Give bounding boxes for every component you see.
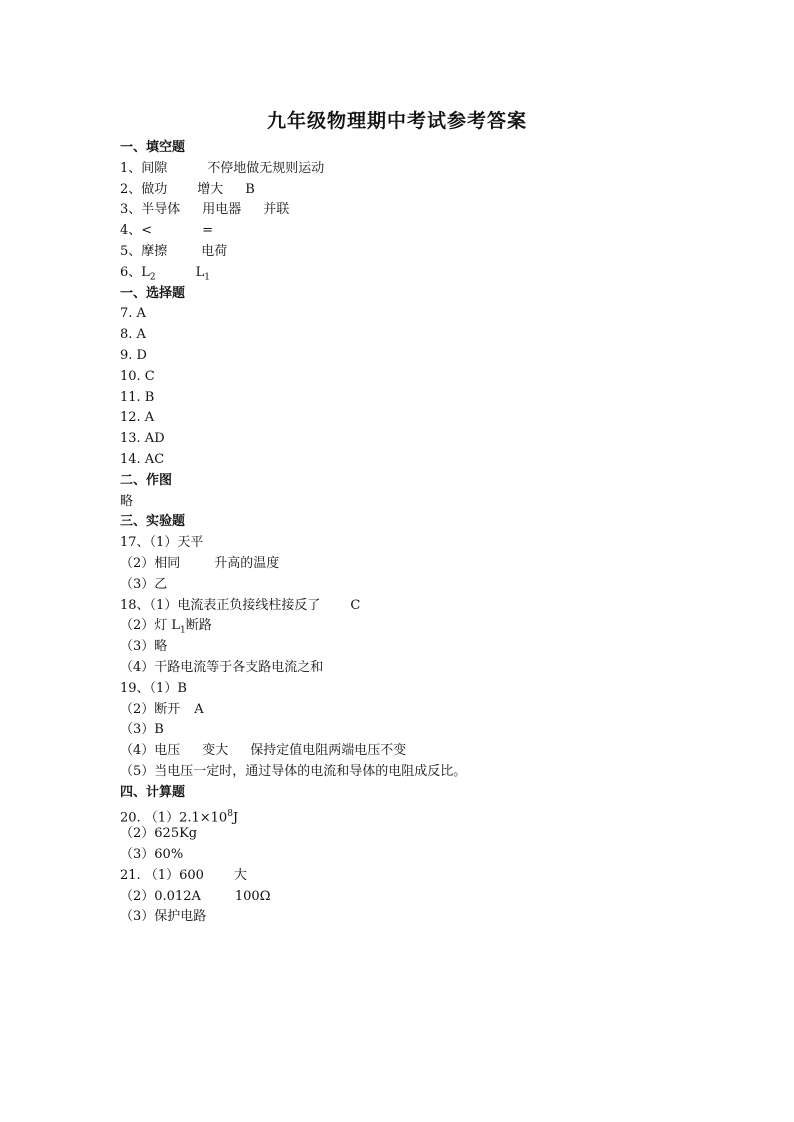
answer-19-5: （5）当电压一定时，通过导体的电流和导体的电阻成反比。 — [120, 763, 467, 779]
answer-9: 9. D — [120, 347, 147, 363]
section-heading-choice: 一、选择题 — [120, 285, 186, 301]
answer-19-4: （4）电压 变大 保持定值电阻两端电压不变 — [120, 743, 407, 759]
answer-4: 4、< = — [120, 223, 214, 239]
answer-19-1: 19、（1）B — [120, 680, 187, 696]
answer-2: 2、做功 增大 B — [120, 181, 255, 197]
answer-21-2: （2）0.012A 100Ω — [120, 888, 271, 904]
answer-18-3: （3）略 — [120, 639, 168, 655]
section-heading-draw: 二、作图 — [120, 472, 173, 488]
answer-21-3: （3）保护电路 — [120, 909, 207, 925]
answer-13: 13. AD — [120, 431, 165, 447]
answer-content — [120, 138, 760, 928]
answer-17-2: （2）相同 升高的温度 — [120, 555, 280, 571]
section-heading-experiment: 三、实验题 — [120, 514, 186, 530]
answer-21-1: 21. （1）600 大 — [120, 867, 247, 883]
answer-20-1: 20. $(1)2.1\times 10^8J$ — [120, 808, 239, 825]
answer-draw: 略 — [120, 493, 134, 509]
answer-20-2: （2）625Kg — [120, 826, 198, 842]
answer-7: 7. A — [120, 306, 146, 322]
answer-14: 14. AC — [120, 451, 165, 467]
answer-18-4: （4）干路电流等于各支路电流之和 — [120, 659, 324, 675]
answer-20-3: （3）60% — [120, 847, 184, 863]
answer-18-1: 18、（1）电流表正负接线柱接反了 C — [120, 597, 361, 613]
page-title: 九年级物理期中考试参考答案 — [266, 110, 527, 132]
answer-10: 10. C — [120, 368, 155, 384]
answer-18-2: （2）灯 $L_1$断路 — [120, 618, 212, 636]
answer-12: 12. A — [120, 410, 155, 426]
answer-17-1: 17、（1）天平 — [120, 535, 204, 551]
answer-1: 1、间隙 不停地做无规则运动 — [120, 160, 325, 176]
section-heading-calc: 四、计算题 — [120, 784, 186, 800]
answer-19-3: （3）B — [120, 722, 164, 738]
answer-6: 6、$L_2$ $L_1$ — [120, 264, 211, 283]
answer-19-2: （2）断开 A — [120, 701, 204, 717]
section-heading-fill: 一、填空题 — [120, 140, 186, 155]
answer-8: 8. A — [120, 327, 146, 343]
answer-5: 5、摩擦 电荷 — [120, 243, 228, 259]
answer-17-3: （3）乙 — [120, 576, 168, 592]
answer-3: 3、半导体 用电器 并联 — [120, 202, 290, 218]
answer-11: 11. B — [120, 389, 155, 405]
